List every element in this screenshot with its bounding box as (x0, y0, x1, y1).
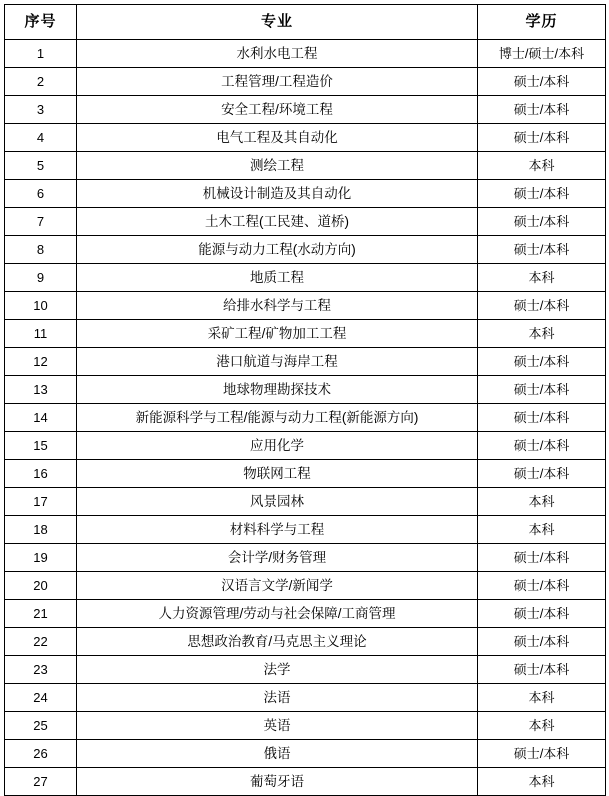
row-education: 硕士/本科 (478, 628, 606, 656)
row-number: 26 (5, 740, 77, 768)
row-major: 给排水科学与工程 (77, 292, 478, 320)
table-row (5, 600, 606, 628)
row-number: 5 (5, 152, 77, 180)
row-number: 7 (5, 208, 77, 236)
row-number: 6 (5, 180, 77, 208)
table-body (5, 40, 606, 796)
table-row (5, 236, 606, 264)
row-major: 法语 (77, 684, 478, 712)
row-major: 机械设计制造及其自动化 (77, 180, 478, 208)
row-major: 物联网工程 (77, 460, 478, 488)
row-major: 能源与动力工程(水动方向) (77, 236, 478, 264)
row-major: 工程管理/工程造价 (77, 68, 478, 96)
row-number: 18 (5, 516, 77, 544)
row-major: 会计学/财务管理 (77, 544, 478, 572)
row-major: 水利水电工程 (77, 40, 478, 68)
row-number: 4 (5, 124, 77, 152)
table-row (5, 488, 606, 516)
row-number: 13 (5, 376, 77, 404)
row-education: 硕士/本科 (478, 656, 606, 684)
table-row (5, 180, 606, 208)
row-major: 地质工程 (77, 264, 478, 292)
row-major: 俄语 (77, 740, 478, 768)
row-number: 24 (5, 684, 77, 712)
row-number: 9 (5, 264, 77, 292)
row-education: 硕士/本科 (478, 432, 606, 460)
table-row (5, 96, 606, 124)
row-education: 硕士/本科 (478, 404, 606, 432)
table-header-row (5, 5, 606, 40)
column-header-education: 学历 (478, 5, 606, 40)
row-number: 12 (5, 348, 77, 376)
row-major: 新能源科学与工程/能源与动力工程(新能源方向) (77, 404, 478, 432)
row-number: 3 (5, 96, 77, 124)
column-header-major: 专业 (77, 5, 478, 40)
row-number: 20 (5, 572, 77, 600)
row-major: 风景园林 (77, 488, 478, 516)
row-education: 硕士/本科 (478, 236, 606, 264)
table-row (5, 292, 606, 320)
majors-table (4, 4, 606, 796)
row-education: 硕士/本科 (478, 292, 606, 320)
row-education: 本科 (478, 152, 606, 180)
row-education: 硕士/本科 (478, 376, 606, 404)
row-major: 安全工程/环境工程 (77, 96, 478, 124)
row-education: 硕士/本科 (478, 68, 606, 96)
table-row (5, 572, 606, 600)
row-number: 23 (5, 656, 77, 684)
table-row (5, 68, 606, 96)
row-education: 硕士/本科 (478, 460, 606, 488)
row-major: 电气工程及其自动化 (77, 124, 478, 152)
row-number: 22 (5, 628, 77, 656)
column-header-no: 序号 (5, 5, 77, 40)
row-education: 本科 (478, 712, 606, 740)
table-row (5, 320, 606, 348)
table-row (5, 124, 606, 152)
row-education: 硕士/本科 (478, 180, 606, 208)
table-row (5, 684, 606, 712)
row-education: 硕士/本科 (478, 572, 606, 600)
row-major: 葡萄牙语 (77, 768, 478, 796)
row-education: 本科 (478, 516, 606, 544)
row-major: 法学 (77, 656, 478, 684)
table-row (5, 264, 606, 292)
row-number: 10 (5, 292, 77, 320)
table-row (5, 544, 606, 572)
row-number: 2 (5, 68, 77, 96)
table-row (5, 768, 606, 796)
row-number: 11 (5, 320, 77, 348)
table-row (5, 376, 606, 404)
row-education: 本科 (478, 320, 606, 348)
row-education: 硕士/本科 (478, 124, 606, 152)
row-number: 8 (5, 236, 77, 264)
row-education: 硕士/本科 (478, 208, 606, 236)
row-major: 应用化学 (77, 432, 478, 460)
table-row (5, 628, 606, 656)
row-education: 本科 (478, 768, 606, 796)
row-education: 本科 (478, 488, 606, 516)
table-row (5, 152, 606, 180)
table-row (5, 656, 606, 684)
row-number: 14 (5, 404, 77, 432)
row-education: 本科 (478, 684, 606, 712)
row-major: 土木工程(工民建、道桥) (77, 208, 478, 236)
table-row (5, 712, 606, 740)
table-row (5, 432, 606, 460)
row-major: 英语 (77, 712, 478, 740)
row-education: 硕士/本科 (478, 96, 606, 124)
row-major: 港口航道与海岸工程 (77, 348, 478, 376)
table-row (5, 740, 606, 768)
row-major: 思想政治教育/马克思主义理论 (77, 628, 478, 656)
row-number: 17 (5, 488, 77, 516)
row-major: 测绘工程 (77, 152, 478, 180)
row-number: 27 (5, 768, 77, 796)
table-row (5, 40, 606, 68)
row-education: 硕士/本科 (478, 600, 606, 628)
row-education: 硕士/本科 (478, 544, 606, 572)
row-number: 1 (5, 40, 77, 68)
table-row (5, 208, 606, 236)
table-row (5, 404, 606, 432)
row-number: 21 (5, 600, 77, 628)
row-education: 博士/硕士/本科 (478, 40, 606, 68)
row-education: 本科 (478, 264, 606, 292)
row-education: 硕士/本科 (478, 348, 606, 376)
row-major: 汉语言文学/新闻学 (77, 572, 478, 600)
row-number: 19 (5, 544, 77, 572)
row-number: 25 (5, 712, 77, 740)
row-number: 16 (5, 460, 77, 488)
table-row (5, 460, 606, 488)
table-row (5, 516, 606, 544)
table-row (5, 348, 606, 376)
row-major: 采矿工程/矿物加工工程 (77, 320, 478, 348)
row-major: 材料科学与工程 (77, 516, 478, 544)
row-number: 15 (5, 432, 77, 460)
row-major: 地球物理勘探技术 (77, 376, 478, 404)
row-education: 硕士/本科 (478, 740, 606, 768)
row-major: 人力资源管理/劳动与社会保障/工商管理 (77, 600, 478, 628)
